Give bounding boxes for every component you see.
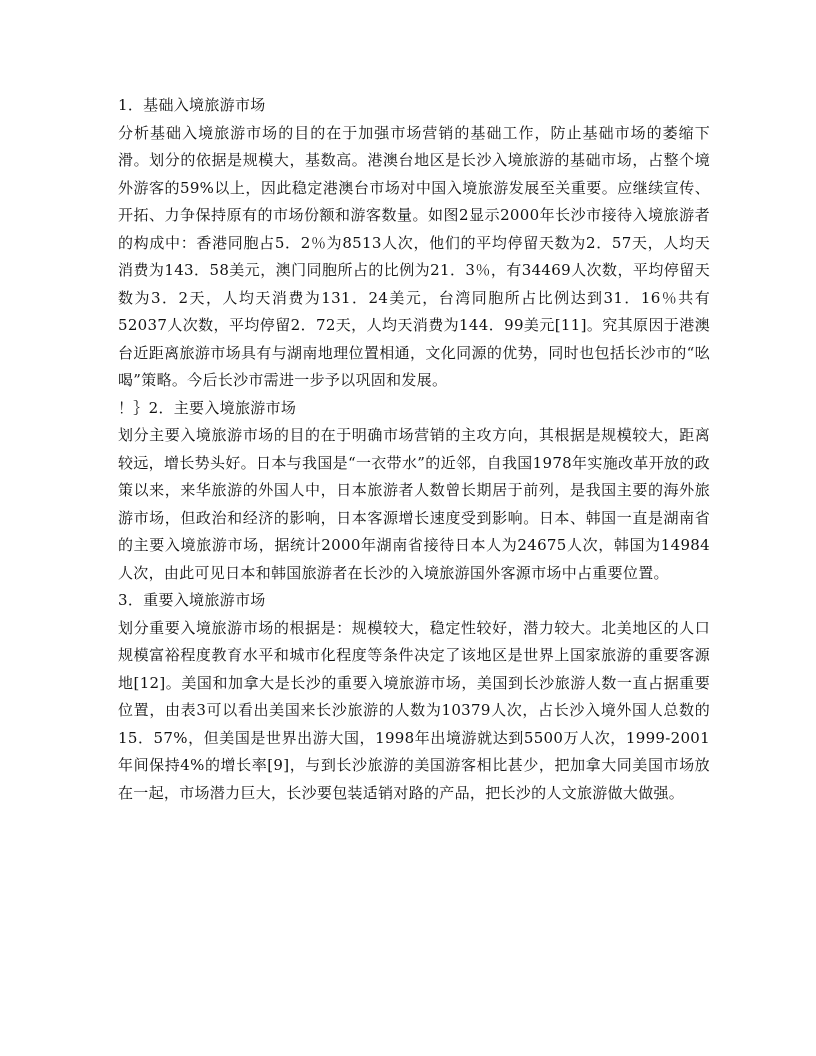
section-heading-main-market: ！｝2．主要入境旅游市场 — [118, 398, 297, 417]
section-body-basic-market: 分析基础入境旅游市场的目的在于加强市场营销的基础工作，防止基础市场的萎缩下滑。划分的依据是规模大，基数高。港澳台地区是长沙入境旅游的基础市场，占整个境外游客的59%以上，因此稳定港澳台市场对中国入境旅游发展至关重要。应继续宣传、开拓、力争保持原有的市场份额和游客数量。如图2显示2000年长沙市接待入境旅游者的构成中：香港同胞占5．2％为8513人次，他们的平均停留天数为2．57天，人均天消费为143．58美元，澳门同胞所占的比例为21．3％，有34469人次数，平均停留天数为3．2天，人均天消费为131．24美元，台湾同胞所占比例达到31．16％共有52037人次数，平均停留2．72天，人均天消费为144．99美元[11]。究其原因于港澳台近距离旅游市场具有与湖南地理位置相通，文化同源的优势，同时也包括长沙市的“吆喝”策略。今后长沙市需进一步予以巩固和发展。 — [118, 123, 710, 389]
section-body-important-market: 划分重要入境旅游市场的根据是：规模较大，稳定性较好，潜力较大。北美地区的人口规模富裕程度教育水平和城市化程度等条件决定了该地区是世界上国家旅游的重要客源地[12]。美国和加拿大是长沙的重要入境旅游市场，美国到长沙旅游人数一直占据重要位置，由表3可以看出美国来长沙旅游的人数为10379人次，占长沙入境外国人总数的15．57%，但美国是世界出游大国，1998年出境游就达到5500万人次，1999-2001年间保持4%的增长率[9]，与到长沙旅游的美国游客相比甚少，把加拿大同美国市场放在一起，市场潜力巨大，长沙要包装适销对路的产品，把长沙的人文旅游做大做强。 — [118, 618, 710, 802]
section-body-main-market: 划分主要入境旅游市场的目的在于明确市场营销的主攻方向，其根据是规模较大，距离较远，增长势头好。日本与我国是“一衣带水”的近邻，自我国1978年实施改革开放的政策以来，来华旅游的外国人中，日本旅游者人数曾长期居于前列，是我国主要的海外旅游市场，但政治和经济的影响，日本客源增长速度受到影响。日本、韩国一直是湖南省的主要入境旅游市场，据统计2000年湖南省接待日本人为24675人次，韩国为14984人次，由此可见日本和韩国旅游者在长沙的入境旅游国外客源市场中占重要位置。 — [118, 426, 710, 582]
section-heading-important-market: 3．重要入境旅游市场 — [118, 591, 266, 609]
document-page — [118, 92, 710, 807]
section-heading-basic-market: 1．基础入境旅游市场 — [118, 96, 266, 114]
